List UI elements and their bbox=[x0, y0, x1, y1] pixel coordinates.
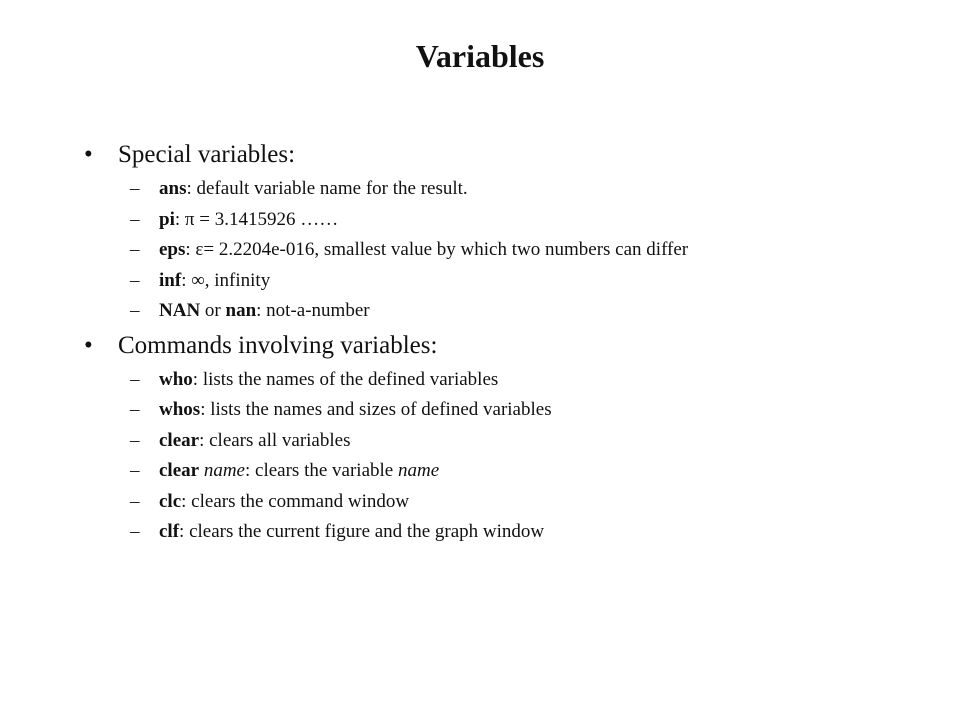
keyword: NAN bbox=[159, 300, 201, 321]
dash-marker: – bbox=[130, 300, 140, 321]
bullet-heading: Commands involving variables: bbox=[118, 331, 438, 359]
keyword: clear bbox=[159, 429, 200, 451]
description: : clears all variables bbox=[199, 429, 351, 451]
keyword: clc bbox=[159, 490, 182, 512]
dash-marker: – bbox=[130, 178, 140, 199]
sub-item-pi bbox=[84, 205, 944, 236]
sub-item-clc bbox=[84, 487, 944, 518]
keyword-alt: nan bbox=[225, 300, 257, 321]
sub-item-nan bbox=[84, 296, 944, 327]
keyword: pi bbox=[159, 208, 175, 230]
dash-marker: – bbox=[130, 429, 140, 451]
sub-item-clear bbox=[84, 426, 944, 457]
dash-marker: – bbox=[130, 460, 140, 481]
description: : clears the command window bbox=[181, 490, 410, 512]
description: : clears the current figure and the graph window bbox=[179, 521, 545, 542]
dash-marker: – bbox=[130, 399, 140, 420]
keyword: eps bbox=[159, 239, 186, 260]
sub-item-ans bbox=[84, 174, 944, 205]
description: : clears the variable bbox=[244, 460, 398, 481]
bullet-heading: Special variables: bbox=[118, 141, 296, 168]
description: : not-a-number bbox=[256, 300, 370, 321]
keyword: clf bbox=[159, 521, 180, 542]
bullet-dot: • bbox=[84, 141, 93, 168]
description: : lists the names of the defined variables bbox=[192, 368, 499, 390]
dash-marker: – bbox=[130, 521, 140, 542]
description: : lists the names and sizes of defined variables bbox=[200, 399, 552, 420]
bullet-dot: • bbox=[84, 331, 93, 359]
slide-content bbox=[84, 136, 944, 548]
dash-marker: – bbox=[130, 368, 140, 390]
keyword: who bbox=[159, 368, 193, 390]
connector-text: or bbox=[200, 300, 226, 321]
description: : π = 3.1415926 …… bbox=[174, 208, 339, 230]
sub-item-who bbox=[84, 365, 944, 396]
argument: name bbox=[203, 460, 245, 481]
sub-item-inf bbox=[84, 266, 944, 297]
sub-item-eps bbox=[84, 235, 944, 266]
argument-trailing: name bbox=[397, 460, 440, 481]
bullet-special-variables bbox=[84, 136, 944, 174]
keyword: clear bbox=[159, 460, 200, 481]
sub-item-whos bbox=[84, 395, 944, 426]
description: : default variable name for the result. bbox=[186, 178, 468, 199]
dash-marker: – bbox=[130, 239, 140, 260]
keyword: inf bbox=[159, 269, 182, 291]
description: : ε= 2.2204e-016, smallest value by which two numbers can differ bbox=[185, 239, 689, 260]
keyword: ans bbox=[159, 178, 187, 199]
dash-marker: – bbox=[130, 490, 140, 512]
sub-item-clear-name bbox=[84, 456, 944, 487]
slide-title: Variables bbox=[415, 38, 545, 74]
bullet-commands bbox=[84, 327, 944, 365]
dash-marker: – bbox=[130, 269, 140, 291]
dash-marker: – bbox=[130, 208, 140, 230]
description: : ∞, infinity bbox=[181, 269, 271, 291]
keyword: whos bbox=[159, 399, 201, 420]
sub-item-clf bbox=[84, 517, 944, 548]
